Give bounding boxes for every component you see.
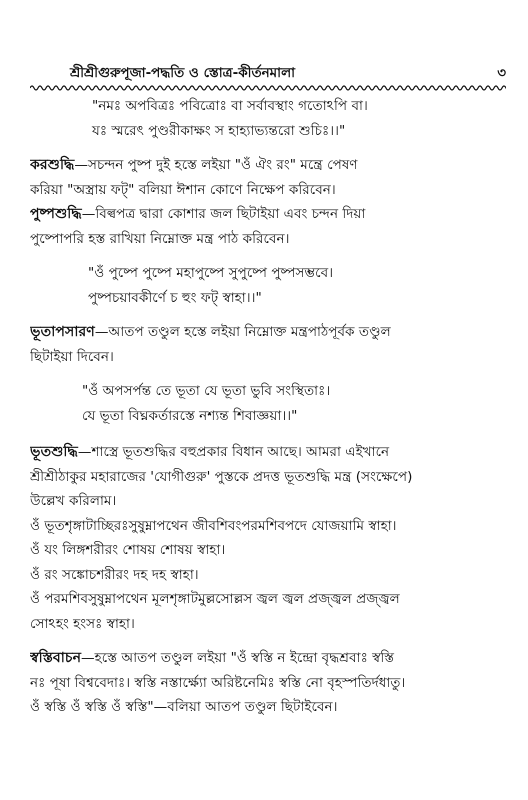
paragraph-line: নঃ পূষা বিশ্ববেদাঃ। স্বস্তি নস্তার্ক্ষ্যো অরিষ্টনেমিঃ স্বস্তি নো বৃহস্পতির্দধাতু।: [30, 674, 406, 691]
section-term: ভূতাপসারণ: [30, 324, 95, 340]
paragraph-line: ওঁ স্বস্তি ওঁ স্বস্তি ওঁ স্বস্তি"—বলিয়া আতপ তণ্ডুল ছিটাইবেন।: [30, 699, 338, 715]
paragraph-text: —আতপ তণ্ডুল হস্তে লইয়া নিম্নোক্ত মন্ত্রপাঠপূর্বক তণ্ডুল: [94, 324, 391, 340]
section-term: ভূতশুদ্ধি: [30, 444, 78, 460]
bhutapasaran-paragraph: [30, 320, 506, 345]
wavy-divider: [30, 84, 506, 92]
verse-line: "ওঁ অপসর্পন্ত তে ভূতা যে ভূতা ভুবি সংস্থিতাঃ।: [82, 383, 331, 399]
pushpashuddhi-paragraph: [30, 202, 506, 227]
mantra-line: সোঽহং হংসঃ স্বাহা।: [30, 615, 135, 632]
section-term: স্বস্তিবাচন: [30, 650, 82, 666]
mantra-line: ওঁ যং লিঙ্গশরীরং শোষয় শোষয় স্বাহা।: [30, 542, 226, 558]
paragraph-line: ছিটাইয়া দিবেন।: [30, 348, 114, 365]
mantra-line: ওঁ রং সঙ্কোচশরীরং দহ দহ স্বাহা।: [30, 566, 199, 583]
page-number: ৩: [497, 65, 506, 81]
verse-line: যে ভূতা বিঘ্নকর্তারস্তে নশ্যন্ত শিবাজ্ঞয়া।।": [82, 407, 298, 424]
page-content: [30, 94, 506, 720]
swastivachan-paragraph: [30, 646, 506, 671]
verse-line: "ওঁ পুষ্পে পুষ্পে মহাপুষ্পে সুপুষ্পে পুষ্পসম্ভবে।: [88, 265, 334, 281]
paragraph-line: উল্লেখ করিলাম।: [30, 493, 117, 509]
mantra-line: ওঁ পরমশিবসুষুম্নাপথেন মূলশৃঙ্গাটমুল্লসোল্লস জ্বল জ্বল প্রজ্জ্বল প্রজ্জ্বল: [30, 591, 400, 607]
running-header: [30, 62, 506, 84]
bhutashuddhi-paragraph: [30, 440, 506, 465]
section-term: পুষ্পশুদ্ধি: [30, 206, 82, 222]
mantra-line: ওঁ ভূতশৃঙ্গাটাচ্ছিরঃসুষুম্নাপথেন জীবশিবংপরমশিবপদে যোজয়ামি স্বাহা।: [30, 517, 397, 534]
paragraph-line: করিয়া "অস্ত্রায় ফট্" বলিয়া ঈশান কোণে নিক্ষেপ করিবেন।: [30, 181, 336, 198]
verse-line: "নমঃ অপবিত্রঃ পবিত্রোঃ বা সর্বাবস্থাং গতোঽপি বা।: [92, 98, 368, 114]
verse-line: পুষ্পচয়াবকীর্ণে চ হুং ফট্ স্বাহা।।": [88, 289, 262, 306]
paragraph-line: শ্রীশ্রীঠাকুর মহারাজের 'যোগীগুরু' পুস্তকে প্রদত্ত ভূতশুদ্ধি মন্ত্র (সংক্ষেপে): [30, 468, 413, 485]
paragraph-text: —বিল্বপত্র দ্বারা কোশার জল ছিটাইয়া এবং চন্দন দিয়া: [81, 206, 366, 222]
book-title: শ্রীশ্রীগুরুপূজা-পদ্ধতি ও স্তোত্র-কীর্তনমালা: [70, 65, 296, 81]
section-term: করশুদ্ধি: [30, 157, 75, 173]
paragraph-text: —শাস্ত্রে ভূতশুদ্ধির বহুপ্রকার বিধান আছে। আমরা এইখানে: [77, 444, 390, 460]
paragraph-text: —সচন্দন পুষ্প দুই হস্তে লইয়া "ওঁ ঐং রং" মন্ত্রে পেষণ: [74, 157, 358, 173]
paragraph-line: পুষ্পোপরি হস্ত রাখিয়া নিম্নোক্ত মন্ত্র পাঠ করিবেন।: [30, 230, 290, 247]
karshuddhi-paragraph: [30, 153, 506, 178]
verse-line: যঃ স্মরেৎ পুণ্ডরীকাক্ষং স হাহ্যাভ্যন্তরো শুচিঃ।।": [92, 122, 346, 139]
paragraph-text: —হস্তে আতপ তণ্ডুল লইয়া "ওঁ স্বস্তি ন ইন্দ্রো বৃদ্ধশ্রবাঃ স্বস্তি: [81, 650, 395, 666]
